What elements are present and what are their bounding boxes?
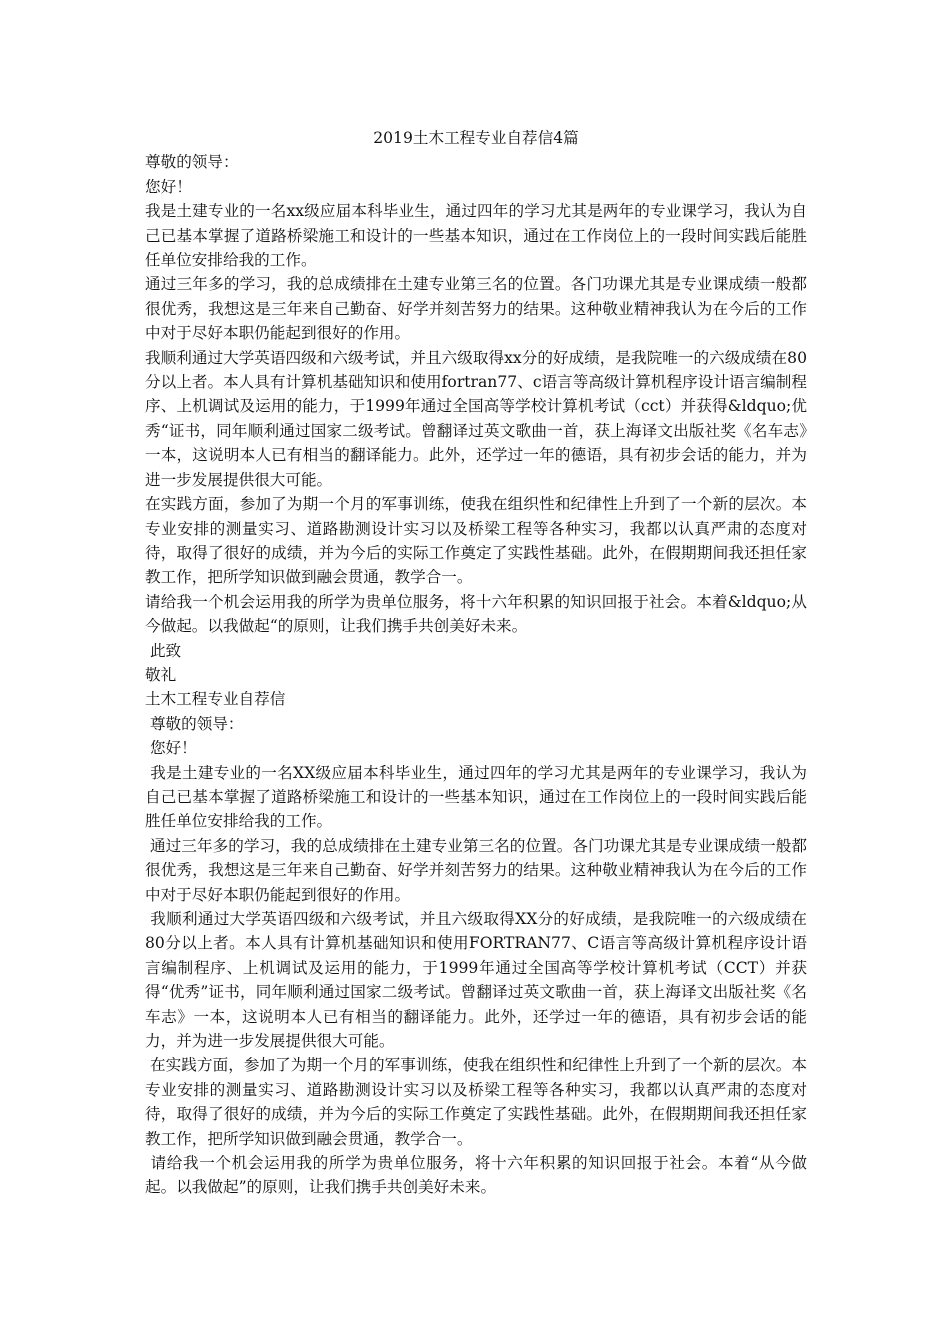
letter1-paragraph: 我顺利通过大学英语四级和六级考试，并且六级取得xx分的好成绩，是我院唯一的六级成绩在80分以上者。本人具有计算机基础知识和使用fortran77、c语言等高级计算机程序设计语言编制程序、上机调试及运用的能力，于1999年通过全国高等学校计算机考试（cct）并获得&ldquo;优秀“证书，同年顺利通过国家二级考试。曾翻译过英文歌曲一首，获上海译文出版社奖《名车志》一本，这说明本人已有相当的翻译能力。此外，还学过一年的德语，具有初步会话的能力，并为进一步发展提供很大可能。 xyxy=(145,348,807,489)
letter2-paragraph: 在实践方面，参加了为期一个月的军事训练，使我在组织性和纪律性上升到了一个新的层次。本专业安排的测量实习、道路勘测设计实习以及桥梁工程等各种实习，我都以认真严肃的态度对待，取得了很好的成绩，并为今后的实际工作奠定了实践性基础。此外，在假期期间我还担任家教工作，把所学知识做到融会贯通，教学合一。 xyxy=(145,1056,807,1148)
letter1-closing-jingli: 敬礼 xyxy=(145,665,177,684)
letter1-paragraph: 我是土建专业的一名xx级应届本科毕业生，通过四年的学习尤其是两年的专业课学习，我认为自己已基本掌握了道路桥梁施工和设计的一些基本知识，通过在工作岗位上的一段时间实践后能胜任单位安排给我的工作。 xyxy=(145,202,807,270)
letter2-greeting: 您好！ xyxy=(145,739,197,758)
letter1-paragraph: 在实践方面，参加了为期一个月的军事训练，使我在组织性和纪律性上升到了一个新的层次。本专业安排的测量实习、道路勘测设计实习以及桥梁工程等各种实习，我都以认真严肃的态度对待，取得了很好的成绩，并为今后的实际工作奠定了实践性基础。此外，在假期期间我还担任家教工作，把所学知识做到融会贯通，教学合一。 xyxy=(145,495,807,587)
letter1-paragraph: 请给我一个机会运用我的所学为贵单位服务，将十六年积累的知识回报于社会。本着&ldquo;从今做起。以我做起“的原则，让我们携手共创美好未来。 xyxy=(145,592,807,636)
document-title: 2019土木工程专业自荐信4篇 xyxy=(373,129,579,147)
letter2-salutation: 尊敬的领导： xyxy=(145,714,244,733)
letter2-paragraph: 通过三年多的学习，我的总成绩排在土建专业第三名的位置。各门功课尤其是专业课成绩一般都很优秀，我想这是三年来自己勤奋、好学并刻苦努力的结果。这种敬业精神我认为在今后的工作中对于尽好本职仍能起到很好的作用。 xyxy=(145,836,807,904)
letter2-paragraph: 我是土建专业的一名XX级应届本科毕业生，通过四年的学习尤其是两年的专业课学习，我认为自己已基本掌握了道路桥梁施工和设计的一些基本知识，通过在工作岗位上的一段时间实践后能胜任单位安排给我的工作。 xyxy=(145,763,807,831)
letter2-paragraph: 请给我一个机会运用我的所学为贵单位服务，将十六年积累的知识回报于社会。本着“从今做起。以我做起”的原则，让我们携手共创美好未来。 xyxy=(145,1154,807,1197)
letter2-paragraph: 我顺利通过大学英语四级和六级考试，并且六级取得XX分的好成绩，是我院唯一的六级成绩在80分以上者。本人具有计算机基础知识和使用FORTRAN77、C语言等高级计算机程序设计语言编制程序、上机调试及运用的能力，于1999年通过全国高等学校计算机考试（CCT）并获得“优秀”证书，同年顺利通过国家二级考试。曾翻译过英文歌曲一首，获上海译文出版社奖《名车志》一本，这说明本人已有相当的翻译能力。此外，还学过一年的德语，具有初步会话的能力，并为进一步发展提供很大可能。 xyxy=(145,910,807,1051)
letter1-greeting: 您好！ xyxy=(145,177,192,196)
document-body xyxy=(145,126,807,1200)
letter2-heading: 土木工程专业自荐信 xyxy=(145,690,286,709)
letter1-salutation: 尊敬的领导： xyxy=(145,153,239,172)
letter1-paragraph: 通过三年多的学习，我的总成绩排在土建专业第三名的位置。各门功课尤其是专业课成绩一般都很优秀，我想这是三年来自己勤奋、好学并刻苦努力的结果。这种敬业精神我认为在今后的工作中对于尽好本职仍能起到很好的作用。 xyxy=(145,275,807,343)
letter1-closing-cizhi: 此致 xyxy=(145,641,182,660)
